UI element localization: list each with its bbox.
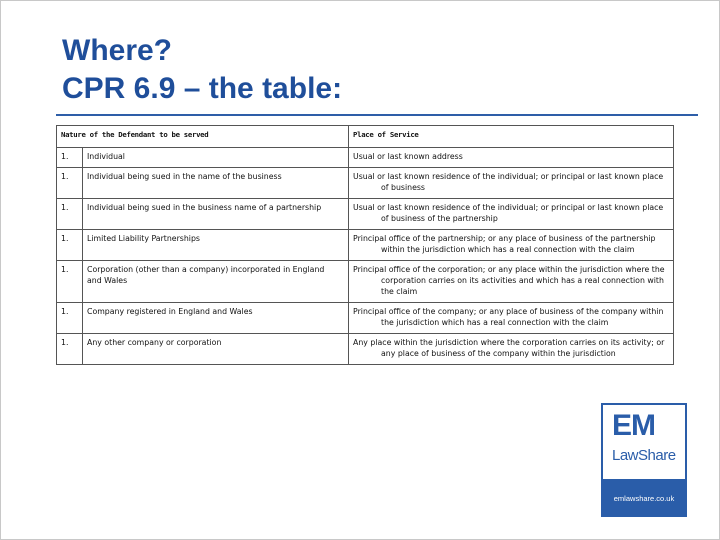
table-row	[57, 199, 674, 230]
defendant-text: Corporation (other than a company) incorporated in England and Wales	[87, 265, 325, 285]
place-cell	[349, 334, 674, 365]
defendant-text: Individual	[87, 152, 125, 161]
em-lawshare-logo	[601, 403, 687, 517]
title-line-1: Where?	[62, 34, 173, 67]
row-number: 1.	[57, 148, 83, 168]
defendant-text: Company registered in England and Wales	[87, 307, 253, 316]
defendant-cell	[83, 199, 349, 230]
place-text: Usual or last known address	[353, 152, 463, 161]
row-number: 1.	[57, 230, 83, 261]
defendant-cell	[83, 303, 349, 334]
row-number: 1.	[57, 303, 83, 334]
cpr-6-9-table	[56, 125, 674, 365]
place-text: Any place within the jurisdiction where the corporation carries on its activity; or any place of business of the company within the jurisdiction	[353, 338, 665, 358]
table-header-row	[57, 126, 674, 148]
table-row	[57, 303, 674, 334]
header-defendant: Nature of the Defendant to be served	[57, 126, 349, 148]
place-cell	[349, 303, 674, 334]
defendant-text: Individual being sued in the business name of a partnership	[87, 203, 322, 212]
place-text: Principal office of the company; or any place of business of the company within the jurisdiction which has a real connection with the claim	[353, 307, 664, 327]
defendant-text: Any other company or corporation	[87, 338, 222, 347]
place-cell	[349, 148, 674, 168]
place-text: Principal office of the corporation; or any place within the jurisdiction where the corporation carries on its activities and which has a real connection with the claim	[353, 265, 665, 296]
header-place-of-service: Place of Service	[349, 126, 674, 148]
defendant-cell	[83, 230, 349, 261]
row-number: 1.	[57, 334, 83, 365]
slide-title	[62, 32, 342, 108]
table-row	[57, 148, 674, 168]
place-cell	[349, 230, 674, 261]
row-number: 1.	[57, 168, 83, 199]
place-cell	[349, 168, 674, 199]
defendant-cell	[83, 261, 349, 303]
table-row	[57, 261, 674, 303]
row-number: 1.	[57, 261, 83, 303]
defendant-text: Individual being sued in the name of the business	[87, 172, 282, 181]
defendant-cell	[83, 334, 349, 365]
logo-url-text: emlawshare.co.uk	[613, 494, 675, 503]
title-underline	[56, 114, 698, 116]
row-number: 1.	[57, 199, 83, 230]
table-row	[57, 168, 674, 199]
place-cell	[349, 261, 674, 303]
place-text: Usual or last known residence of the individual; or principal or last known place of business of the partnership	[353, 203, 664, 223]
title-line-2: CPR 6.9 – the table:	[62, 72, 343, 105]
table-row	[57, 334, 674, 365]
logo-em-text: EM	[612, 409, 655, 442]
logo-lawshare-text: LawShare	[612, 447, 676, 464]
place-cell	[349, 199, 674, 230]
place-text: Principal office of the partnership; or any place of business of the partnership within the jurisdiction which has a real connection with the claim	[353, 234, 656, 254]
place-text: Usual or last known residence of the individual; or principal or last known place of business	[353, 172, 664, 192]
defendant-cell	[83, 168, 349, 199]
defendant-cell	[83, 148, 349, 168]
defendant-text: Limited Liability Partnerships	[87, 234, 200, 243]
table-row	[57, 230, 674, 261]
